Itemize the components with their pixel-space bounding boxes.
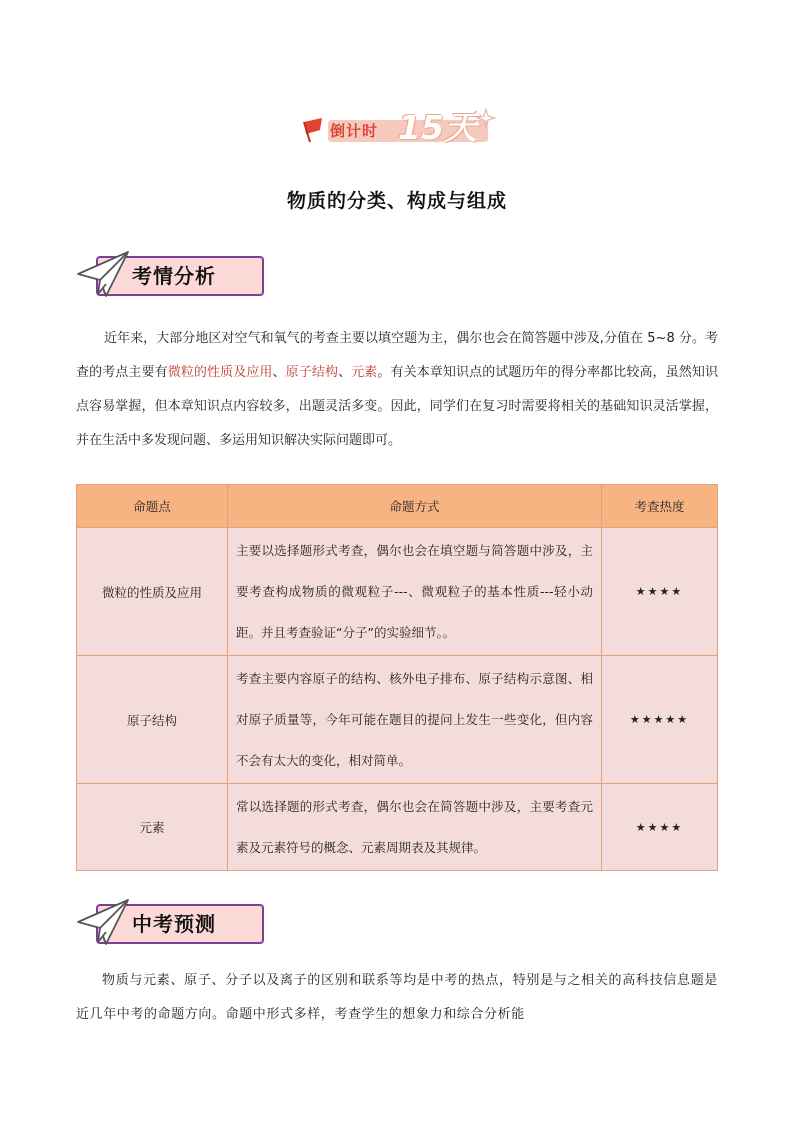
highlight-topic: 微粒的性质及应用 — [167, 365, 273, 380]
section-label: 考情分析 — [132, 264, 216, 288]
table-cell-point: 元素 — [77, 784, 228, 871]
sparkle-icon — [476, 108, 496, 128]
countdown-text: 倒计时 — [330, 122, 379, 140]
table-cell-heat: ★★★★★ — [602, 656, 718, 784]
flag-icon — [300, 116, 330, 144]
paragraph-text: 。有关本章知识点的试题历年的得分率都比较高，虽然知识点容易掌握，但本章知识点内容较多，出题灵活多变。因此，同学们在复习时需要将相关的基础知识灵活掌握，并在生活中多发现问题、多运用知识解决实际问题即可。 — [76, 365, 718, 448]
column-header: 考查热度 — [602, 485, 718, 528]
countdown-number: 15天 — [398, 108, 477, 147]
paragraph-text: 近年来，大部分地区对空气和氧气的考查主要以填空题为主，偶尔也会在简答题中涉及,分值在 5~8 分。考查的考点主要有 — [76, 331, 718, 380]
analysis-paragraph — [76, 322, 718, 458]
countdown-banner — [300, 108, 496, 150]
separator: 、 — [338, 365, 352, 380]
table-cell-method: 常以选择题的形式考查，偶尔也会在简答题中涉及，主要考查元素及元素符号的概念、元素周期表及其规律。 — [228, 784, 602, 871]
table-row — [77, 784, 718, 871]
table-row — [77, 528, 718, 656]
paper-plane-icon — [76, 896, 132, 948]
exam-points-table — [76, 484, 718, 871]
separator: 、 — [272, 365, 286, 380]
paper-plane-icon — [76, 248, 132, 300]
highlight-topic: 元素 — [351, 365, 378, 380]
highlight-topic: 原子结构 — [285, 365, 339, 380]
table-cell-point: 微粒的性质及应用 — [77, 528, 228, 656]
section-header-analysis — [76, 248, 276, 308]
section-label: 中考预测 — [132, 912, 216, 936]
table-cell-method: 主要以选择题形式考查，偶尔也会在填空题与简答题中涉及，主要考查构成物质的微观粒子---、微观粒子的基本性质---轻小动距。并且考查验证“分子”的实验细节。。 — [228, 528, 602, 656]
section-header-forecast — [76, 896, 276, 956]
table-cell-point: 原子结构 — [77, 656, 228, 784]
column-header: 命题点 — [77, 485, 228, 528]
column-header: 命题方式 — [228, 485, 602, 528]
table-cell-heat: ★★★★ — [602, 528, 718, 656]
table-cell-method: 考查主要内容原子的结构、核外电子排布、原子结构示意图、相对原子质量等，今年可能在题目的提问上发生一些变化，但内容不会有太大的变化，相对简单。 — [228, 656, 602, 784]
page-title: 物质的分类、构成与组成 — [286, 190, 507, 212]
forecast-paragraph: 物质与元素、原子、分子以及离子的区别和联系等均是中考的热点，特别是与之相关的高科技信息题是近几年中考的命题方向。命题中形式多样，考查学生的想象力和综合分析能 — [76, 973, 718, 1022]
table-row — [77, 656, 718, 784]
table-header-row — [77, 485, 718, 528]
table-cell-heat: ★★★★ — [602, 784, 718, 871]
